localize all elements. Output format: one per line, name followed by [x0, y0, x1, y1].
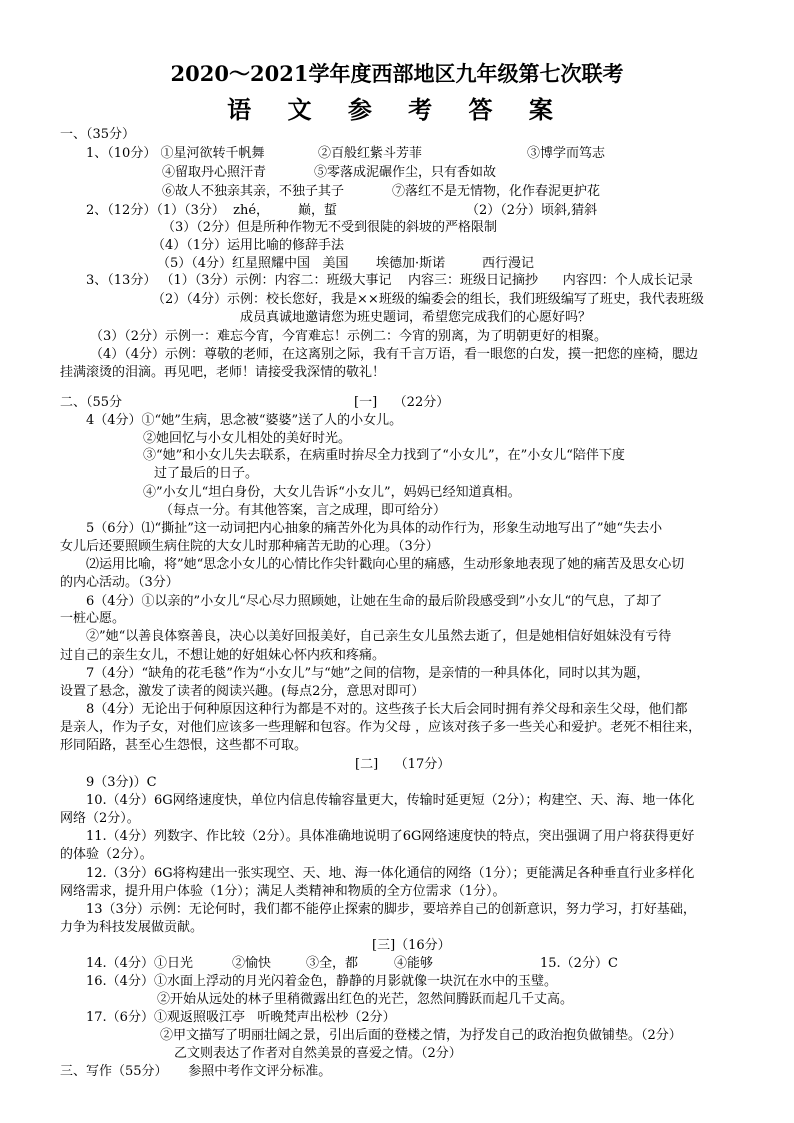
answer-text: （4）（4分）示例：尊敬的老师，在这离别之际，我有千言万语，看一眼您的白发，摸一把您的座椅，腮边 — [90, 347, 699, 362]
answer-line — [60, 611, 125, 627]
answer-text: ④”小女儿“坦白身份，大女儿告诉“小女儿”，妈妈已经知道真相。 — [143, 485, 521, 500]
answer-text: 西行漫记 — [482, 256, 535, 271]
answer-text: 15.（2分）C — [540, 956, 618, 971]
answer-text: ②”她“以善良体察善良，决心以美好回报美好，自己亲生女儿虽然去逝了，但是她相信好姐妹没有亏待 — [86, 629, 672, 644]
answer-text: 3、（13分） （1）（3分）示例：内容二：班级大事记 内容三：班级日记摘抄 内容四：个人成长记录 — [86, 273, 693, 288]
answer-line — [152, 292, 704, 308]
answer-text: 11.（4分）列数字、作比较（2分）。具体准确地说明了6G网络速度快的特点，突出强调了用户将获得更好 — [86, 829, 695, 844]
answer-text: ⑥故人不独亲其亲，不独子其子 — [162, 184, 345, 199]
answer-text: 17.（6分）①观返照吸江亭 听晚梵声出松杪（2分） — [86, 1010, 396, 1025]
answer-line — [86, 974, 557, 990]
answer-text: 5（6分）⑴“撕扯”这一动词把内心抽象的痛苦外化为具体的动作行为，形象生动地写出了”她“失去小 — [86, 521, 663, 536]
answer-line — [86, 902, 696, 918]
answer-text: （4）（1分）运用比喻的修辞手法 — [152, 238, 345, 253]
answer-text: 设置了悬念，激发了读者的阅读兴趣。(每点2分，意思对即可） — [60, 684, 425, 699]
answer-line — [60, 720, 701, 736]
answer-line — [86, 557, 684, 573]
answer-text: 挂满滚烫的泪滴。再见吧，老师！请接受我深情的敬礼！ — [60, 365, 386, 380]
answer-line — [60, 365, 385, 381]
answer-line — [86, 829, 694, 845]
answer-line — [355, 757, 450, 773]
answer-text: [二] （17分） — [355, 757, 451, 772]
answer-line — [152, 238, 344, 254]
answer-line — [60, 684, 424, 700]
answer-text: 二、（55分 — [60, 395, 123, 410]
answer-line — [86, 629, 671, 645]
answer-text: 的体验（2分）。 — [60, 847, 153, 862]
answer-text: ④能够 — [394, 956, 434, 971]
answer-text: [三]（16分） — [372, 938, 451, 953]
answer-text: （3）（2分）但是所种作物无不受到很陡的斜坡的严格限制 — [162, 220, 498, 235]
answer-line — [60, 648, 385, 664]
answer-line — [60, 811, 140, 827]
answer-text: 7（4分）“缺角的花毛毯”作为“小女儿”与“她”之间的信物，是亲情的一种具体化，同时以其为题， — [86, 666, 650, 681]
answer-line — [86, 666, 649, 682]
answer-text: 埃德加·斯诺 — [376, 256, 446, 271]
answer-text: 是亲人，作为子女，对他们应该多一些理解和包容。作为父母 ，应该对孩子多一些关心和爱护。老死不相往来， — [60, 720, 702, 735]
answer-text: 1、（10分） ①星河欲转千帆舞 — [86, 146, 265, 161]
answer-line — [143, 448, 625, 464]
answer-line — [60, 127, 135, 143]
answer-text: ⑦落红不是无情物，化作春泥更护花 — [392, 184, 601, 199]
answer-text: ③全，都 — [306, 956, 359, 971]
answer-line — [86, 775, 157, 791]
answer-line — [60, 1064, 331, 1080]
answer-line — [157, 256, 535, 272]
answer-line — [240, 310, 591, 326]
answer-line — [143, 431, 351, 447]
answer-line — [86, 793, 694, 809]
answer-text: 一桩心愿。 — [60, 611, 126, 626]
answer-line — [86, 203, 598, 219]
answer-line — [160, 1028, 682, 1044]
answer-text: 形同陌路，甚至心生怨恨，这些都不可取。 — [60, 738, 308, 753]
answer-text: ②甲文描写了明丽壮阔之景，引出后面的登楼之情，为抒发自己的政治抱负做铺垫。（2分） — [160, 1028, 682, 1043]
answer-line — [60, 539, 439, 555]
answer-text: （2）（2分）顷斜,猜斜 — [466, 203, 598, 218]
answer-text: 12.（3分）6G将构建出一张实现空、天、地、海一体化通信的网络（1分）；更能满足各种垂直行业多样化 — [86, 866, 695, 881]
answer-line — [160, 503, 446, 519]
answer-line — [86, 866, 694, 882]
answer-line — [60, 847, 153, 863]
answer-text: ⑤零落成泥碾作尘，只有香如故 — [314, 165, 497, 180]
answer-line — [60, 920, 203, 936]
answer-text: 过了最后的日子。 — [154, 466, 259, 481]
answer-line — [154, 466, 258, 482]
answer-line — [143, 485, 521, 501]
answer-text: （每点一分。有其他答案，言之成理，即可给分） — [160, 503, 447, 518]
answer-text: （5）（4分）红星照耀中国 美国 — [157, 256, 349, 271]
answer-text: 女儿后还要照顾生病住院的大女儿时那种痛苦无助的心理。（3分） — [60, 539, 439, 554]
answer-text: 巅，蜇 — [298, 203, 338, 218]
document-subtitle: 语 文 参 考 答 案 — [227, 95, 567, 124]
answer-line — [162, 220, 497, 236]
answer-text: ②百般红紫斗芳菲 — [318, 146, 423, 161]
answer-text: （2）（4分）示例：校长您好，我是××班级的编委会的组长，我们班级编写了班史，我代表班级 — [152, 292, 704, 307]
answer-line — [86, 702, 688, 718]
answer-line — [60, 395, 450, 411]
answer-text: ③博学而笃志 — [527, 146, 606, 161]
answer-line — [86, 1010, 396, 1026]
answer-text: 13（3分）示例：无论何时，我们都不能停止探索的脚步，要培养自己的创新意识，努力学习，打好基础， — [86, 902, 696, 917]
answer-line — [162, 184, 601, 200]
answer-line — [90, 329, 607, 345]
answer-line — [372, 938, 451, 954]
answer-text: 2、（12分）（1）（3分） zhé， — [86, 203, 270, 218]
answer-text: ⑵运用比喻，将”她“思念小女儿的心情比作尖针戳向心里的痛感，生动形象地表现了她的痛苦及思女心切 — [86, 557, 685, 572]
answer-text: ②愉快 — [232, 956, 272, 971]
answer-text: ②开始从远处的林子里稍微露出红色的光芒，忽然间腾跃而起几千丈高。 — [157, 992, 574, 1007]
answer-text: 10.（4分）6G网络速度快，单位内信息传输容量更大，传输时延更短（2分）；构建空、天、海、地一体化 — [86, 793, 695, 808]
answer-line — [86, 413, 402, 429]
answer-text: 网络（2分）。 — [60, 811, 140, 826]
answer-text: ④留取丹心照汗青 — [162, 165, 267, 180]
answer-text: 力争为科技发展做贡献。 — [60, 920, 204, 935]
answer-text: 网络需求，提升用户体验（1分）；满足人类精神和物质的全方位需求（1分）。 — [60, 884, 506, 899]
answer-text: 三、写作（55分） 参照中考作文评分标准。 — [60, 1064, 332, 1079]
answer-text: 4（4分）①“她”生病，思念被“婆婆”送了人的小女儿。 — [86, 413, 403, 428]
answer-text: 一、（35分） — [60, 127, 136, 142]
answer-text: （3）（2分）示例一：难忘今宵，今宵难忘！示例二：今宵的别离，为了明朝更好的相聚。 — [90, 329, 608, 344]
answer-line — [86, 146, 606, 162]
answer-text: 9（3分)）C — [86, 775, 157, 790]
answer-line — [162, 165, 497, 181]
answer-text: 6（4分）①以亲的”小女儿“尽心尽力照顾她，让她在生命的最后阶段感受到”小女儿“的气息，了却了 — [86, 594, 663, 609]
answer-text: 8（4分）无论出于何种原因这种行为都是不对的。这些孩子长大后会同时拥有养父母和亲生父母，他们都 — [86, 702, 688, 717]
answer-line — [60, 575, 179, 591]
answer-text: 14.（4分）①日光 — [86, 956, 193, 971]
exam-title: 2020～2021学年度西部地区九年级第七次联考 — [170, 61, 624, 86]
answer-text: [一] （22分） — [354, 395, 450, 410]
answer-line — [60, 738, 307, 754]
answer-text: 的内心活动。（3分） — [60, 575, 179, 590]
answer-text: 过自己的亲生女儿，不想让她的好姐妹心怀内疚和疼痛。 — [60, 648, 386, 663]
answer-line — [60, 884, 506, 900]
answer-line — [157, 992, 573, 1008]
answer-text: ③“她”和小女儿失去联系，在病重时拚尽全力找到了“小女儿”，在”小女儿“陪伴下度 — [143, 448, 625, 463]
answer-text: 16.（4分）①水面上浮动的月光闪着金色，静静的月影就像一块沉在水中的玉璧。 — [86, 974, 557, 989]
answer-line — [86, 521, 662, 537]
answer-text: ②她回忆与小女儿相处的美好时光。 — [143, 431, 352, 446]
answer-line — [86, 956, 618, 972]
answer-text: 乙文则表达了作者对自然美景的喜爱之情。（2分） — [174, 1046, 462, 1061]
answer-line — [90, 347, 698, 363]
answer-line — [86, 273, 693, 289]
answer-line — [174, 1046, 462, 1062]
answer-line — [86, 594, 662, 610]
answer-text: 成员真诚地邀请您为班史题词，希望您完成我们的心愿好吗？ — [240, 310, 592, 325]
